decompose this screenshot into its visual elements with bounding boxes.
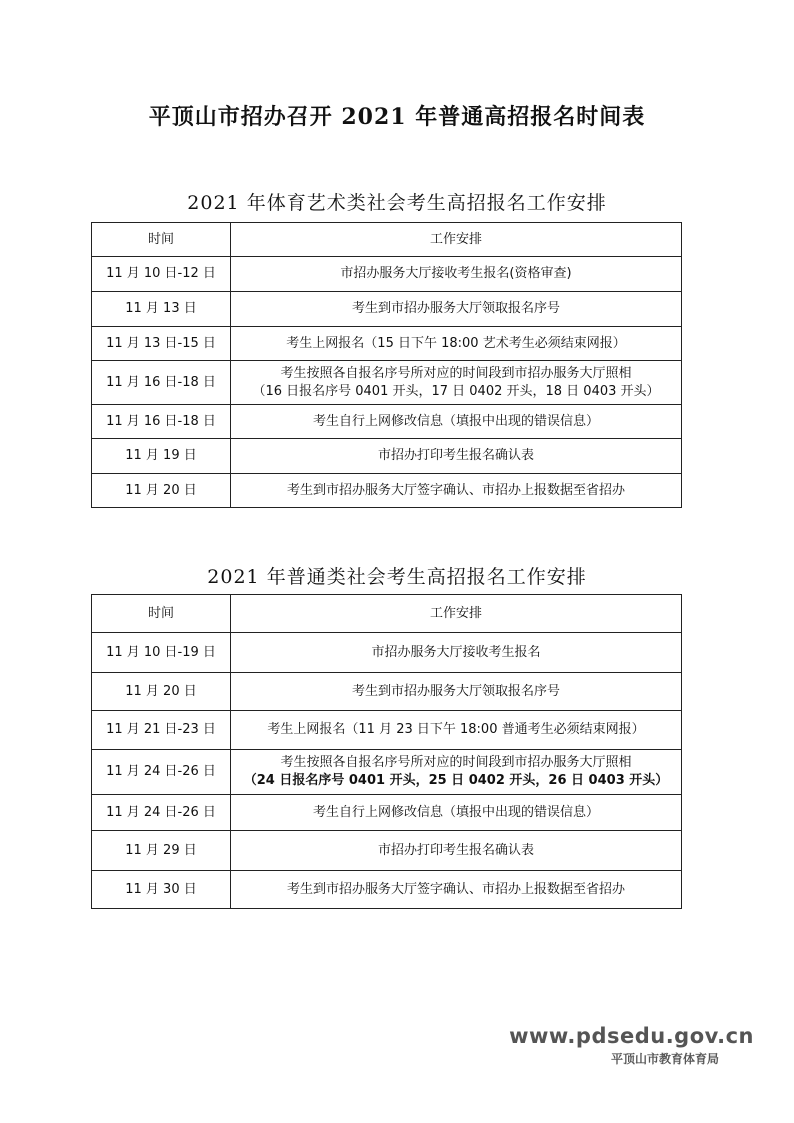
task-cell (231, 750, 682, 795)
table-row (92, 361, 682, 405)
task-line: 考生按照各自报名序号所对应的时间段到市招办服务大厅照相 (280, 365, 632, 381)
table-row (92, 405, 682, 439)
time-cell: 11 月 16 日-18 日 (92, 361, 231, 405)
task-cell: 市招办服务大厅接收考生报名 (231, 633, 682, 673)
task-line: 考生按照各自报名序号所对应的时间段到市招办服务大厅照相 (280, 755, 632, 770)
table-row (92, 711, 682, 750)
section-title-sports-arts: 2021 年体育艺术类社会考生高招报名工作安排 (187, 192, 607, 214)
table-row (92, 795, 682, 831)
time-cell: 11 月 20 日 (92, 673, 231, 711)
time-cell: 11 月 19 日 (92, 439, 231, 474)
table-header-row (92, 595, 682, 633)
schedule-table-general (91, 594, 682, 909)
watermark-site: www.pdsedu.gov.cn (509, 1024, 754, 1048)
task-cell: 考生自行上网修改信息（填报中出现的错误信息） (231, 405, 682, 439)
watermark-org: 平顶山市教育体育局 (610, 1052, 719, 1066)
time-cell: 11 月 21 日-23 日 (92, 711, 231, 750)
section-title-general: 2021 年普通类社会考生高招报名工作安排 (207, 566, 587, 588)
task-cell: 市招办打印考生报名确认表 (231, 439, 682, 474)
time-cell: 11 月 13 日-15 日 (92, 327, 231, 361)
page-title: 平顶山市招办召开 2021 年普通高招报名时间表 (148, 104, 646, 130)
table-row (92, 871, 682, 909)
time-cell: 11 月 29 日 (92, 831, 231, 871)
time-cell: 11 月 24 日-26 日 (92, 795, 231, 831)
table-row (92, 327, 682, 361)
time-cell: 11 月 24 日-26 日 (92, 750, 231, 795)
schedule-table-sports-arts (91, 222, 682, 508)
column-header-time: 时间 (92, 595, 231, 633)
table-row (92, 750, 682, 795)
time-cell: 11 月 13 日 (92, 292, 231, 327)
column-header-task: 工作安排 (231, 223, 682, 257)
table-row (92, 257, 682, 292)
task-cell: 考生到市招办服务大厅签字确认、市招办上报数据至省招办 (231, 474, 682, 508)
time-cell: 11 月 20 日 (92, 474, 231, 508)
task-cell: 考生到市招办服务大厅签字确认、市招办上报数据至省招办 (231, 871, 682, 909)
time-cell: 11 月 10 日-19 日 (92, 633, 231, 673)
table-row (92, 292, 682, 327)
table-row (92, 673, 682, 711)
task-line-bold: （24 日报名序号 0401 开头，25 日 0402 开头，26 日 0403 开头） (243, 773, 669, 788)
task-cell (231, 361, 682, 405)
column-header-time: 时间 (92, 223, 231, 257)
task-cell: 考生到市招办服务大厅领取报名序号 (231, 673, 682, 711)
table-row (92, 831, 682, 871)
task-cell: 考生上网报名（15 日下午 18:00 艺术考生必须结束网报） (231, 327, 682, 361)
table-row (92, 474, 682, 508)
task-cell: 考生到市招办服务大厅领取报名序号 (231, 292, 682, 327)
task-line: （16 日报名序号 0401 开头，17 日 0402 开头，18 日 0403 开头） (252, 383, 660, 399)
task-cell: 考生上网报名（11 月 23 日下午 18:00 普通考生必须结束网报） (231, 711, 682, 750)
time-cell: 11 月 10 日-12 日 (92, 257, 231, 292)
table-header-row (92, 223, 682, 257)
time-cell: 11 月 30 日 (92, 871, 231, 909)
task-cell: 市招办打印考生报名确认表 (231, 831, 682, 871)
time-cell: 11 月 16 日-18 日 (92, 405, 231, 439)
table-row (92, 633, 682, 673)
table-row (92, 439, 682, 474)
task-cell: 考生自行上网修改信息（填报中出现的错误信息） (231, 795, 682, 831)
task-cell: 市招办服务大厅接收考生报名(资格审查) (231, 257, 682, 292)
column-header-task: 工作安排 (231, 595, 682, 633)
